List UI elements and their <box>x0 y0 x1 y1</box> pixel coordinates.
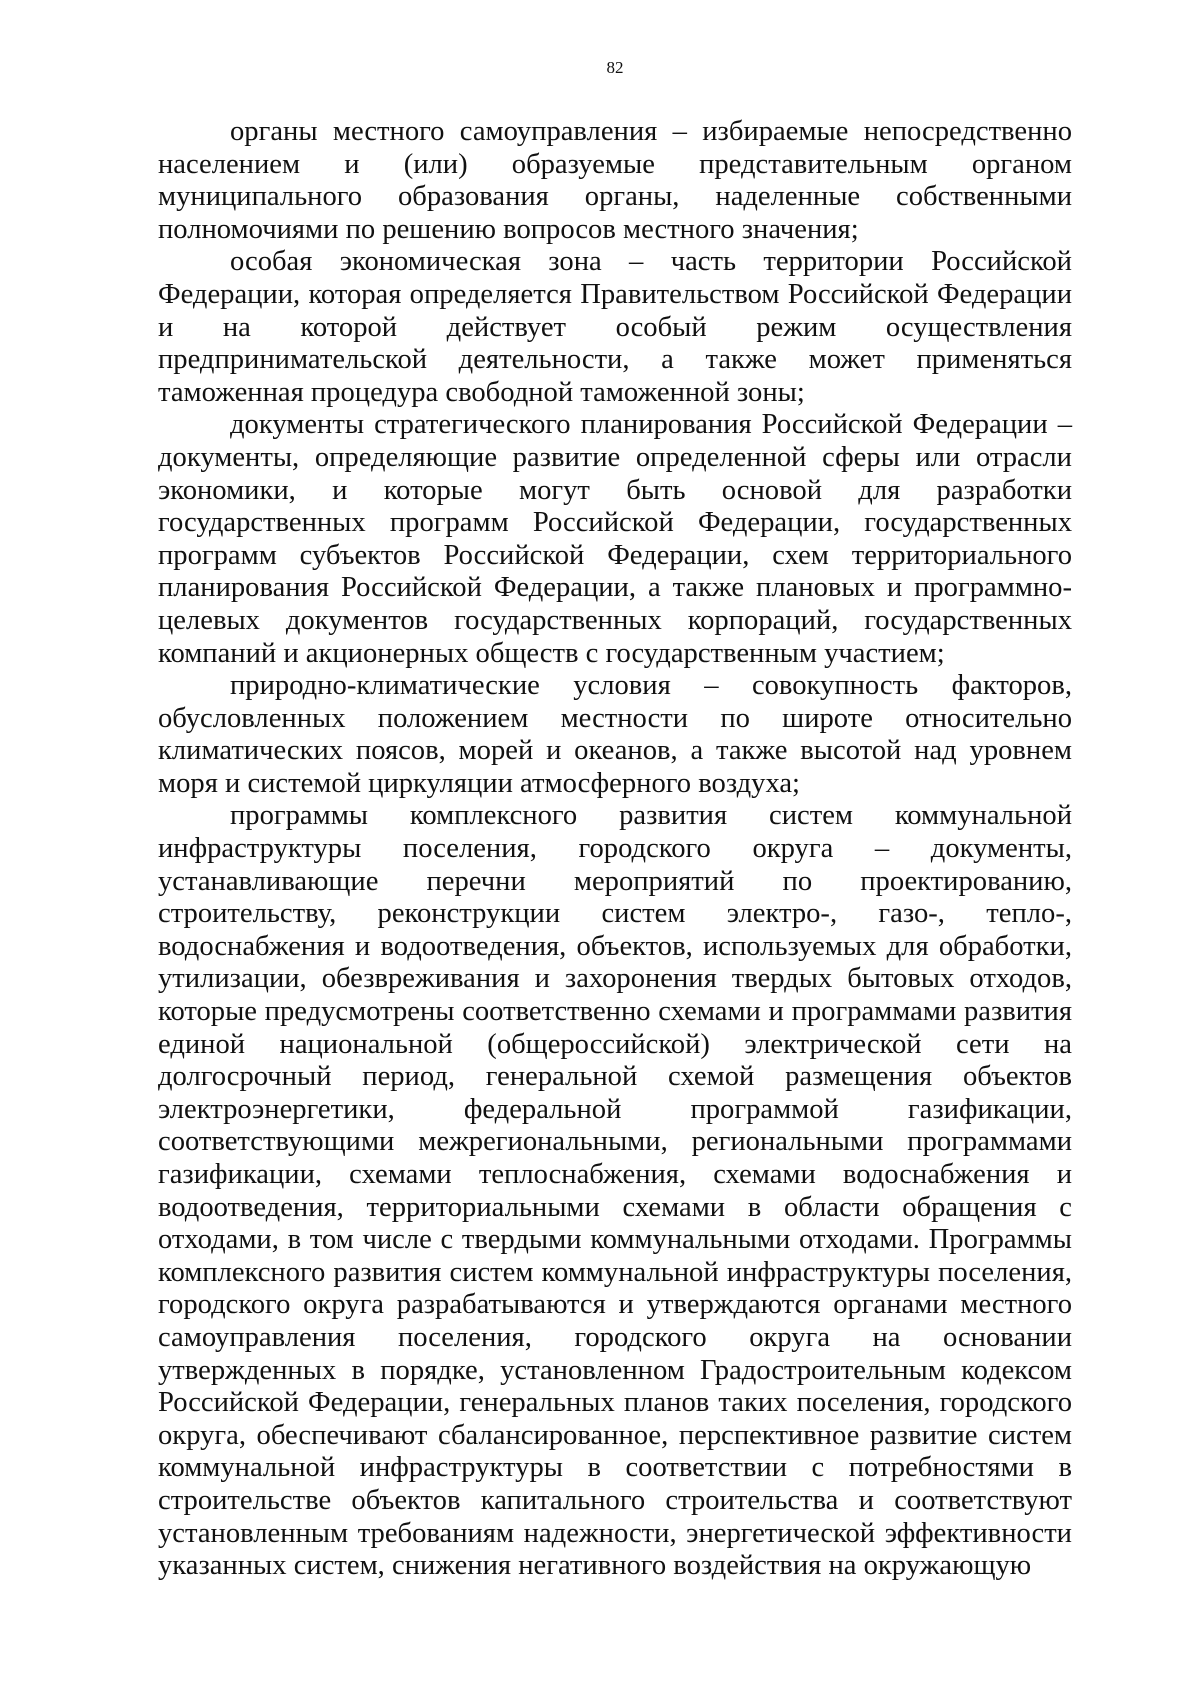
paragraph-strategic-planning-documents: документы стратегического планирования Российской Федерации – документы, определяющие развитие определенной сферы или отрасли экономики, и которые могут быть основой для разработки государственных программ Российской Федерации, государственных программ субъектов Российской Федерации, схем территориального планирования Российской Федерации, а также плановых и программно-целевых документов государственных корпораций, государственных компаний и акционерных обществ с государственным участием; <box>158 409 1072 669</box>
paragraph-local-government-bodies: органы местного самоуправления – избираемые непосредственно населением и (или) образуемые представительным органом муниципального образования органы, наделенные собственными полномочиями по решению вопросов местного значения; <box>158 116 1072 245</box>
page-number: 82 <box>606 58 624 77</box>
paragraph-natural-climatic-conditions: природно-климатические условия – совокупность факторов, обусловленных положением местности по широте относительно климатических поясов, морей и океанов, а также высотой над уровнем моря и системой циркуляции атмосферного воздуха; <box>158 670 1072 799</box>
document-body <box>158 116 1072 1583</box>
paragraph-utility-infrastructure-programs: программы комплексного развития систем коммунальной инфраструктуры поселения, городского округа – документы, устанавливающие перечни мероприятий по проектированию, строительству, реконструкции систем электро-, газо-, тепло-, водоснабжения и водоотведения, объектов, используемых для обработки, утилизации, обезвреживания и захоронения твердых бытовых отходов, которые предусмотрены соответственно схемами и программами развития единой национальной (общероссийской) электрической сети на долгосрочный период, генеральной схемой размещения объектов электроэнергетики, федеральной программой газификации, соответствующими межрегиональными, региональными программами газификации, схемами теплоснабжения, схемами водоснабжения и водоотведения, территориальными схемами в области обращения с отходами, в том числе с твердыми коммунальными отходами. Программы комплексного развития систем коммунальной инфраструктуры поселения, городского округа разрабатываются и утверждаются органами местного самоуправления поселения, городского округа на основании утвержденных в порядке, установленном Градостроительным кодексом Российской Федерации, генеральных планов таких поселения, городского округа, обеспечивают сбалансированное, перспективное развитие систем коммунальной инфраструктуры в соответствии с потребностями в строительстве объектов капитального строительства и соответствуют установленным требованиям надежности, энергетической эффективности указанных систем, снижения негативного воздействия на окружающую <box>158 800 1072 1582</box>
paragraph-special-economic-zone: особая экономическая зона – часть территории Российской Федерации, которая определяется Правительством Российской Федерации и на которой действует особый режим осуществления предпринимательской деятельности, а также может применяться таможенная процедура свободной таможенной зоны; <box>158 246 1072 408</box>
